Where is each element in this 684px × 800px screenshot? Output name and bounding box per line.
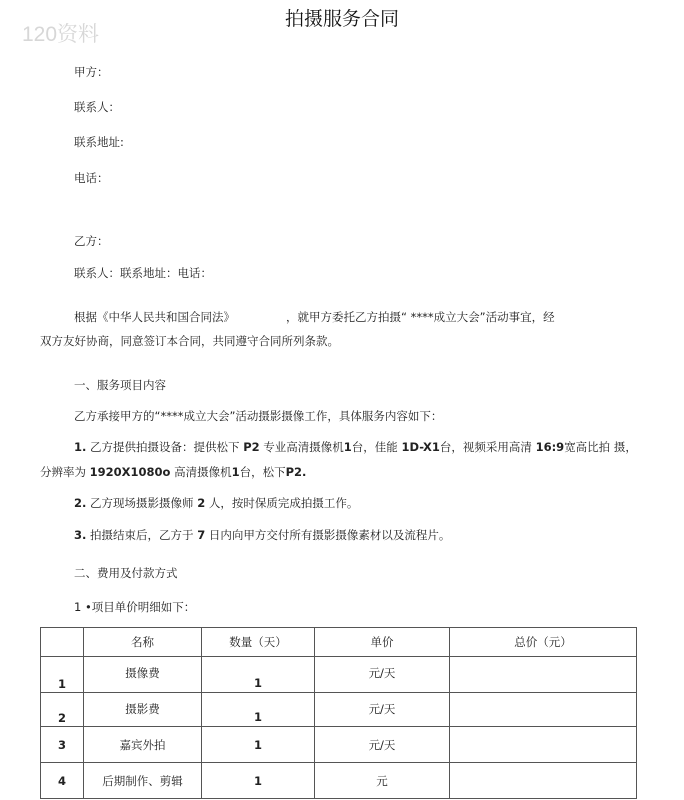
item3-line — [74, 527, 450, 543]
row-name: 后期制作、剪辑 — [84, 763, 202, 799]
table-row — [41, 763, 637, 799]
item3-number: 3. — [74, 528, 87, 542]
row-number: 2 — [41, 693, 84, 727]
intro-line1-part2: ，就甲方委托乙方拍摄“ ****成立大会”活动事宜，经 — [286, 310, 555, 324]
item1-bold: P2 — [243, 440, 260, 454]
table-row — [41, 727, 637, 763]
party-b-label: 乙方： — [74, 234, 109, 248]
row-number: 3 — [41, 727, 84, 763]
row-name: 嘉宾外拍 — [84, 727, 202, 763]
price-table — [40, 627, 637, 799]
item1-bold: 16:9 — [535, 440, 565, 454]
item1-text: 台，佳能 — [351, 440, 398, 454]
item1-text: 高清摄像机 — [174, 465, 232, 479]
table-row — [41, 693, 637, 727]
row-qty: 1 — [202, 763, 315, 799]
item1-number: 1. — [74, 440, 87, 454]
table-header-cell: 名称 — [84, 628, 202, 657]
item2-bold: 2 — [197, 496, 206, 510]
row-name: 摄影费 — [84, 693, 202, 727]
item1-bold: 1920X1080o — [89, 465, 171, 479]
table-header-cell — [41, 628, 84, 657]
party-a-contact: 联系人： — [74, 100, 120, 114]
intro-line1-part1: 根据《中华人民共和国合同法》 — [74, 310, 235, 324]
watermark: 120资料 — [22, 23, 100, 46]
table-header-cell: 数量（天） — [202, 628, 315, 657]
table-header-row — [41, 628, 637, 657]
item1-text: 专业高清摄像机 — [263, 440, 344, 454]
party-a-phone: 电话： — [74, 171, 109, 185]
row-price: 元/天 — [315, 657, 450, 693]
row-qty: 1 — [202, 657, 315, 693]
item2-text: 人，按时保质完成拍摄工作。 — [208, 496, 359, 510]
table-header-cell: 总价（元） — [450, 628, 637, 657]
section2-heading: 二、费用及付款方式 — [74, 566, 178, 580]
item1-bold: 1D-X1 — [401, 440, 440, 454]
section2-sub: 1 •项目单价明细如下： — [74, 600, 196, 614]
item2-text: 乙方现场摄影摄像师 — [90, 496, 194, 510]
item1-bold: P2. — [285, 465, 307, 479]
item3-bold: 7 — [197, 528, 206, 542]
item1-text: 乙方提供拍摄设备：提供松下 — [90, 440, 240, 454]
table-row — [41, 657, 637, 693]
page-title: 拍摄服务合同 — [284, 8, 399, 30]
item1-text: 台，视频采用高清 — [439, 440, 532, 454]
item1-text: 台，松下 — [239, 465, 286, 479]
row-number: 4 — [41, 763, 84, 799]
party-a-address: 联系地址: — [74, 135, 124, 149]
section1-heading: 一、服务项目内容 — [74, 378, 166, 392]
item1-line1 — [74, 439, 637, 455]
party-a-label: 甲方： — [74, 65, 109, 79]
item1-text: 宽高比拍 摄， — [564, 440, 637, 454]
item1-line2 — [40, 464, 306, 480]
item1-bold: 1 — [343, 440, 352, 454]
row-qty: 1 — [202, 693, 315, 727]
row-number: 1 — [41, 657, 84, 693]
item1-bold: 1 — [231, 465, 240, 479]
row-qty: 1 — [202, 727, 315, 763]
row-total — [450, 727, 637, 763]
section1-lead: 乙方承接甲方的“****成立大会”活动摄影摄像工作，具体服务内容如下： — [74, 409, 443, 423]
row-price: 元/天 — [315, 727, 450, 763]
intro-line2: 双方友好协商，同意签订本合同，共同遵守合同所列条款。 — [40, 334, 339, 348]
table-header-cell: 单价 — [315, 628, 450, 657]
item1-text: 分辨率为 — [40, 465, 86, 479]
item3-text: 日内向甲方交付所有摄影摄像素材以及流程片。 — [208, 528, 451, 542]
row-total — [450, 657, 637, 693]
item3-text: 拍摄结束后，乙方于 — [90, 528, 194, 542]
item2-line — [74, 495, 358, 511]
row-total — [450, 693, 637, 727]
item2-number: 2. — [74, 496, 87, 510]
row-price: 元 — [315, 763, 450, 799]
row-price: 元/天 — [315, 693, 450, 727]
row-total — [450, 763, 637, 799]
party-b-contact-line: 联系人：联系地址：电话： — [74, 266, 212, 280]
row-name: 摄像费 — [84, 657, 202, 693]
